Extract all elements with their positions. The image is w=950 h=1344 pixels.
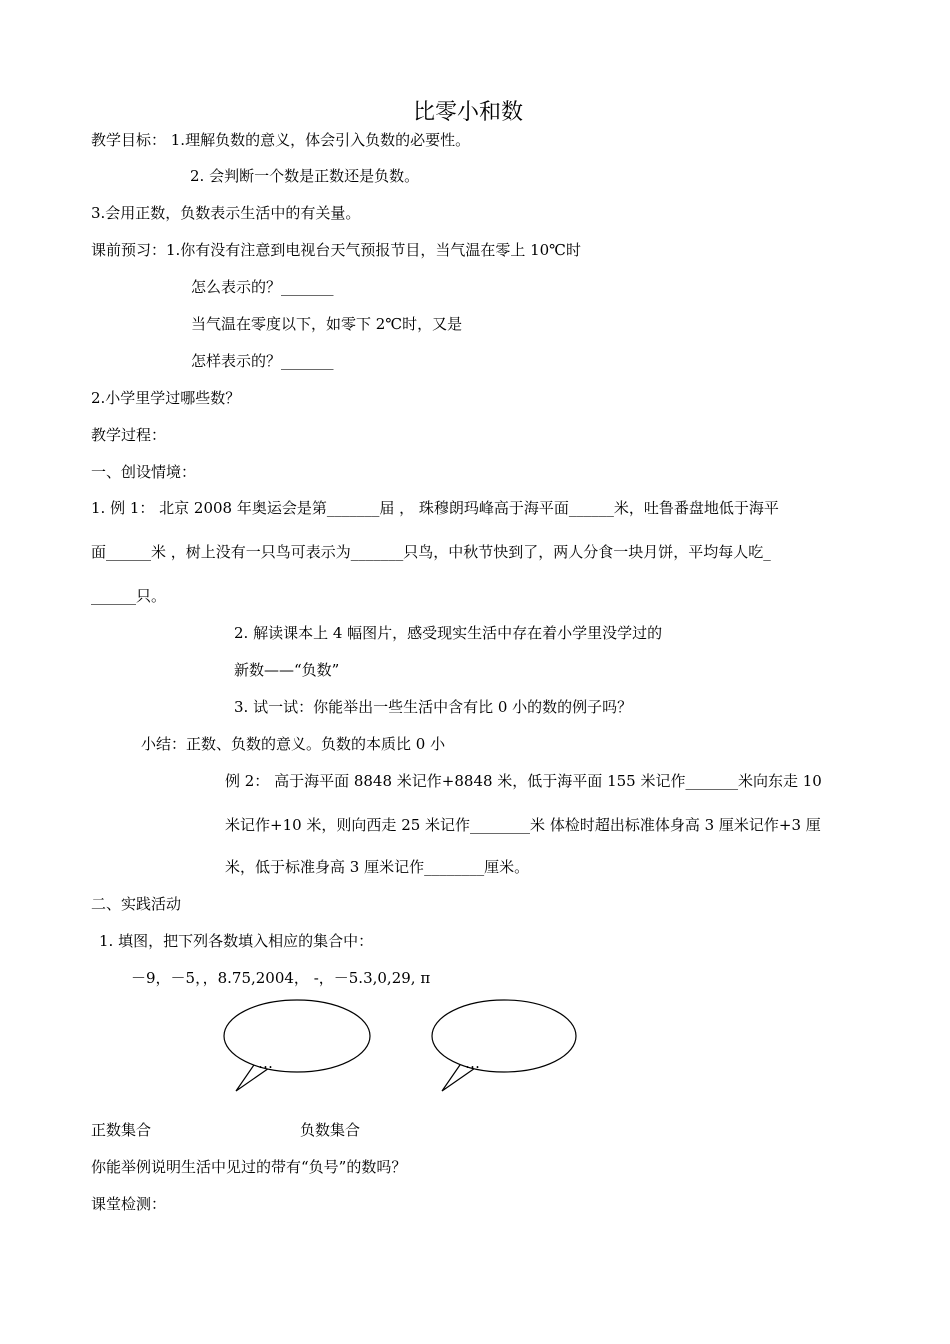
example-2-line-1: 例 2： 高于海平面 8848 米记作+8848 米，低于海平面 155 米记作_______米向东走 10 — [225, 772, 822, 790]
section-two-heading: 二、实践活动 — [91, 895, 182, 913]
item-2-line-2: 新数——“负数” — [234, 661, 340, 679]
negative-set-label: 负数集合 — [300, 1121, 361, 1139]
positive-set-bubble — [224, 1000, 370, 1091]
classroom-test-heading: 课堂检测： — [91, 1195, 167, 1213]
item-2-line-1: 2. 解读课本上 4 幅图片，感受现实生活中存在着小学里没学过的 — [234, 624, 663, 642]
preview-question-1-b: 当气温在零度以下，如零下 2℃时，又是 — [191, 315, 463, 333]
activity-1-instruction: 1. 填图，把下列各数填入相应的集合中： — [99, 932, 374, 950]
positive-set-ellipsis: … — [258, 1054, 273, 1072]
negative-set-ellipsis: … — [465, 1054, 480, 1072]
preview-question-1: 课前预习：1.你有没有注意到电视台天气预报节目，当气温在零上 10℃时 — [91, 241, 581, 259]
summary-line: 小结：正数、负数的意义。负数的本质比 0 小 — [141, 735, 446, 753]
preview-question-1-a: 怎么表示的？_______ — [191, 278, 334, 296]
example-1-line-3: ______只。 — [91, 587, 167, 605]
positive-set-label: 正数集合 — [91, 1121, 152, 1139]
negative-sign-question: 你能举例说明生活中见过的带有“负号”的数吗？ — [91, 1158, 407, 1176]
process-heading: 教学过程： — [91, 426, 167, 444]
example-2-line-3: 米，低于标准身高 3 厘米记作________厘米。 — [225, 858, 530, 876]
objective-line-1: 教学目标： 1.理解负数的意义，体会引入负数的必要性。 — [91, 131, 471, 149]
objective-line-3: 3.会用正数，负数表示生活中的有关量。 — [91, 204, 361, 222]
section-one-heading: 一、创设情境： — [91, 463, 197, 481]
negative-set-bubble — [432, 1000, 576, 1091]
objective-line-2: 2. 会判断一个数是正数还是负数。 — [190, 167, 420, 185]
example-1-line-2: 面______米 ，树上没有一只鸟可表示为_______只鸟，中秋节快到了，两人分食一块月饼，平均每人吃_ — [91, 543, 771, 561]
number-list: －9，－5，，8.75,2004， -，－5.3,0,29, π — [131, 969, 431, 987]
preview-question-2: 2.小学里学过哪些数？ — [91, 389, 241, 407]
page-title: 比零小和数 — [413, 100, 524, 125]
preview-question-1-c: 怎样表示的？_______ — [191, 352, 334, 370]
example-1-line-1: 1. 例 1： 北京 2008 年奥运会是第_______届 ， 珠穆朗玛峰高于海平面______米，吐鲁番盘地低于海平 — [91, 499, 779, 517]
item-3: 3. 试一试：你能举出一些生活中含有比 0 小的数的例子吗？ — [234, 698, 633, 716]
example-2-line-2: 米记作+10 米，则向西走 25 米记作________米 体检时超出标准体身高 3 厘米记作+3 厘 — [225, 816, 821, 834]
